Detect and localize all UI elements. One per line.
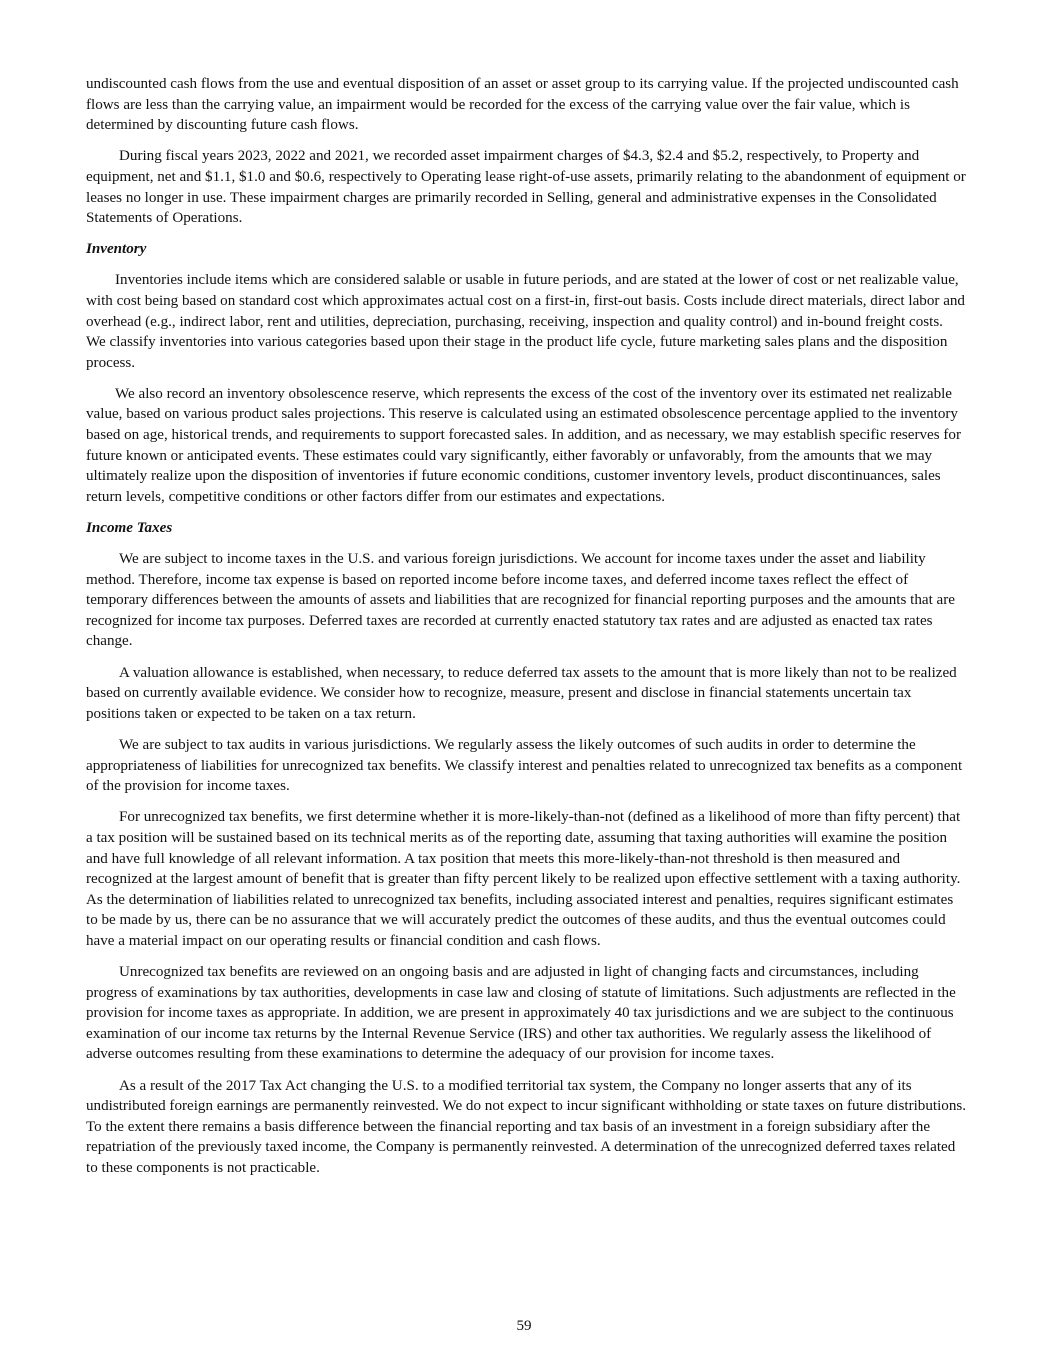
paragraph-impairment-charges: During fiscal years 2023, 2022 and 2021, we recorded asset impairment charges of $4.3, $2.4 and $5.2, respectively, to Property and equipment, net and $1.1, $1.0 and $0.6, respectively to Operating lease right-of-use assets, primarily relating to the abandonment of equipment or leases no longer in use. These impairment charges are primarily recorded in Selling, general and administrative expenses in the Consolidated Statements of Operations. [86,148,966,227]
paragraph-unrecognized-benefits: For unrecognized tax benefits, we first determine whether it is more-likely-than-not (defined as a likelihood of more than fifty percent) that a tax position will be sustained based on its technical merits as of the reporting date, assuming that taxing authorities will examine the position and have full knowledge of all relevant information. A tax position that meets this more-likely-than-not threshold is then measured and recognized at the largest amount of benefit that is greater than fifty percent likely to be realized upon effective settlement with a taxing authority. As the determination of liabilities related to unrecognized tax benefits, including associated interest and penalties, requires significant estimates to be made by us, there can be no assurance that we will accurately predict the outcomes of these audits, and thus the eventual outcomes could have a material impact on our operating results or financial condition and cash flows. [86,809,961,949]
paragraph-tax-act-2017: As a result of the 2017 Tax Act changing the U.S. to a modified territorial tax system, the Company no longer asserts that any of its undistributed foreign earnings are permanently reinvested. We do not expect to incur significant withholding or state taxes on future distributions. To the extent there remains a basis difference between the financial reporting and tax basis of an investment in a foreign subsidiary after the repatriation of the previously taxed income, the Company is permanently reinvested. A determination of the unrecognized deferred taxes related to these components is not practicable. [86,1077,967,1177]
section-heading-income-taxes: Income Taxes [86,520,173,537]
paragraph-impairment-continued: undiscounted cash flows from the use and eventual disposition of an asset or asset group to its carrying value. If the projected undiscounted cash flows are less than the carrying value, an impairment would be recorded for the excess of the carrying value over the fair value, which is determined by discounting future cash flows. [86,76,959,134]
paragraph-tax-audits: We are subject to tax audits in various jurisdictions. We regularly assess the likely outcomes of such audits in order to determine the appropriateness of liabilities for unrecognized tax benefits. We classify interest and penalties related to unrecognized tax benefits as a component of the provision for income taxes. [86,736,963,795]
section-heading-inventory: Inventory [86,241,147,258]
paragraph-valuation-allowance: A valuation allowance is established, when necessary, to reduce deferred tax assets to the amount that is more likely than not to be realized based on currently available evidence. We consider how to recognize, measure, present and disclose in financial statements uncertain tax positions taken or expected to be taken on a tax return. [86,664,957,722]
paragraph-benefits-review: Unrecognized tax benefits are reviewed on an ongoing basis and are adjusted in light of changing facts and circumstances, including progress of examinations by tax authorities, developments in case law and closing of statute of limitations. Such adjustments are reflected in the provision for income taxes as appropriate. In addition, we are present in approximately 40 tax jurisdictions and we are subject to the continuous examination of our income tax returns by the Internal Revenue Service (IRS) and other tax authorities. We regularly assess the likelihood of adverse outcomes resulting from these examinations to determine the adequacy of our provision for income taxes. [86,964,956,1063]
paragraph-income-tax-method: We are subject to income taxes in the U.S. and various foreign jurisdictions. We account for income taxes under the asset and liability method. Therefore, income tax expense is based on reported income before income taxes, and deferred income taxes reflect the effect of temporary differences between the amounts of assets and liabilities that are recognized for financial reporting purposes and the amounts that are recognized for income tax purposes. Deferred taxes are recorded at currently enacted statutory tax rates and are adjusted as enacted tax rates change. [86,551,955,650]
document-page [86,74,966,1189]
page-number: 59 [516,1318,532,1334]
paragraph-inventory-valuation: Inventories include items which are considered salable or usable in future periods, and are stated at the lower of cost or net realizable value, with cost being based on standard cost which approximates actual cost on a first-in, first-out basis. Costs include direct materials, direct labor and overhead (e.g., indirect labor, rent and utilities, depreciation, purchasing, receiving, inspection and quality control) and in-bound freight costs. We classify inventories into various categories based upon their stage in the product life cycle, future marketing sales plans and the disposition process. [86,272,965,371]
paragraph-inventory-obsolescence: We also record an inventory obsolescence reserve, which represents the excess of the cost of the inventory over its estimated net realizable value, based on various product sales projections. This reserve is calculated using an estimated obsolescence percentage applied to the inventory based on age, historical trends, and requirements to support forecasted sales. In addition, and as necessary, we may establish specific reserves for future known or anticipated events. These estimates could vary significantly, either favorably or unfavorably, from the amounts that we may ultimately realize upon the disposition of inventories if future economic conditions, customer inventory levels, product discontinuances, sales return levels, competitive conditions or other factors differ from our estimates and expectations. [86,385,962,505]
